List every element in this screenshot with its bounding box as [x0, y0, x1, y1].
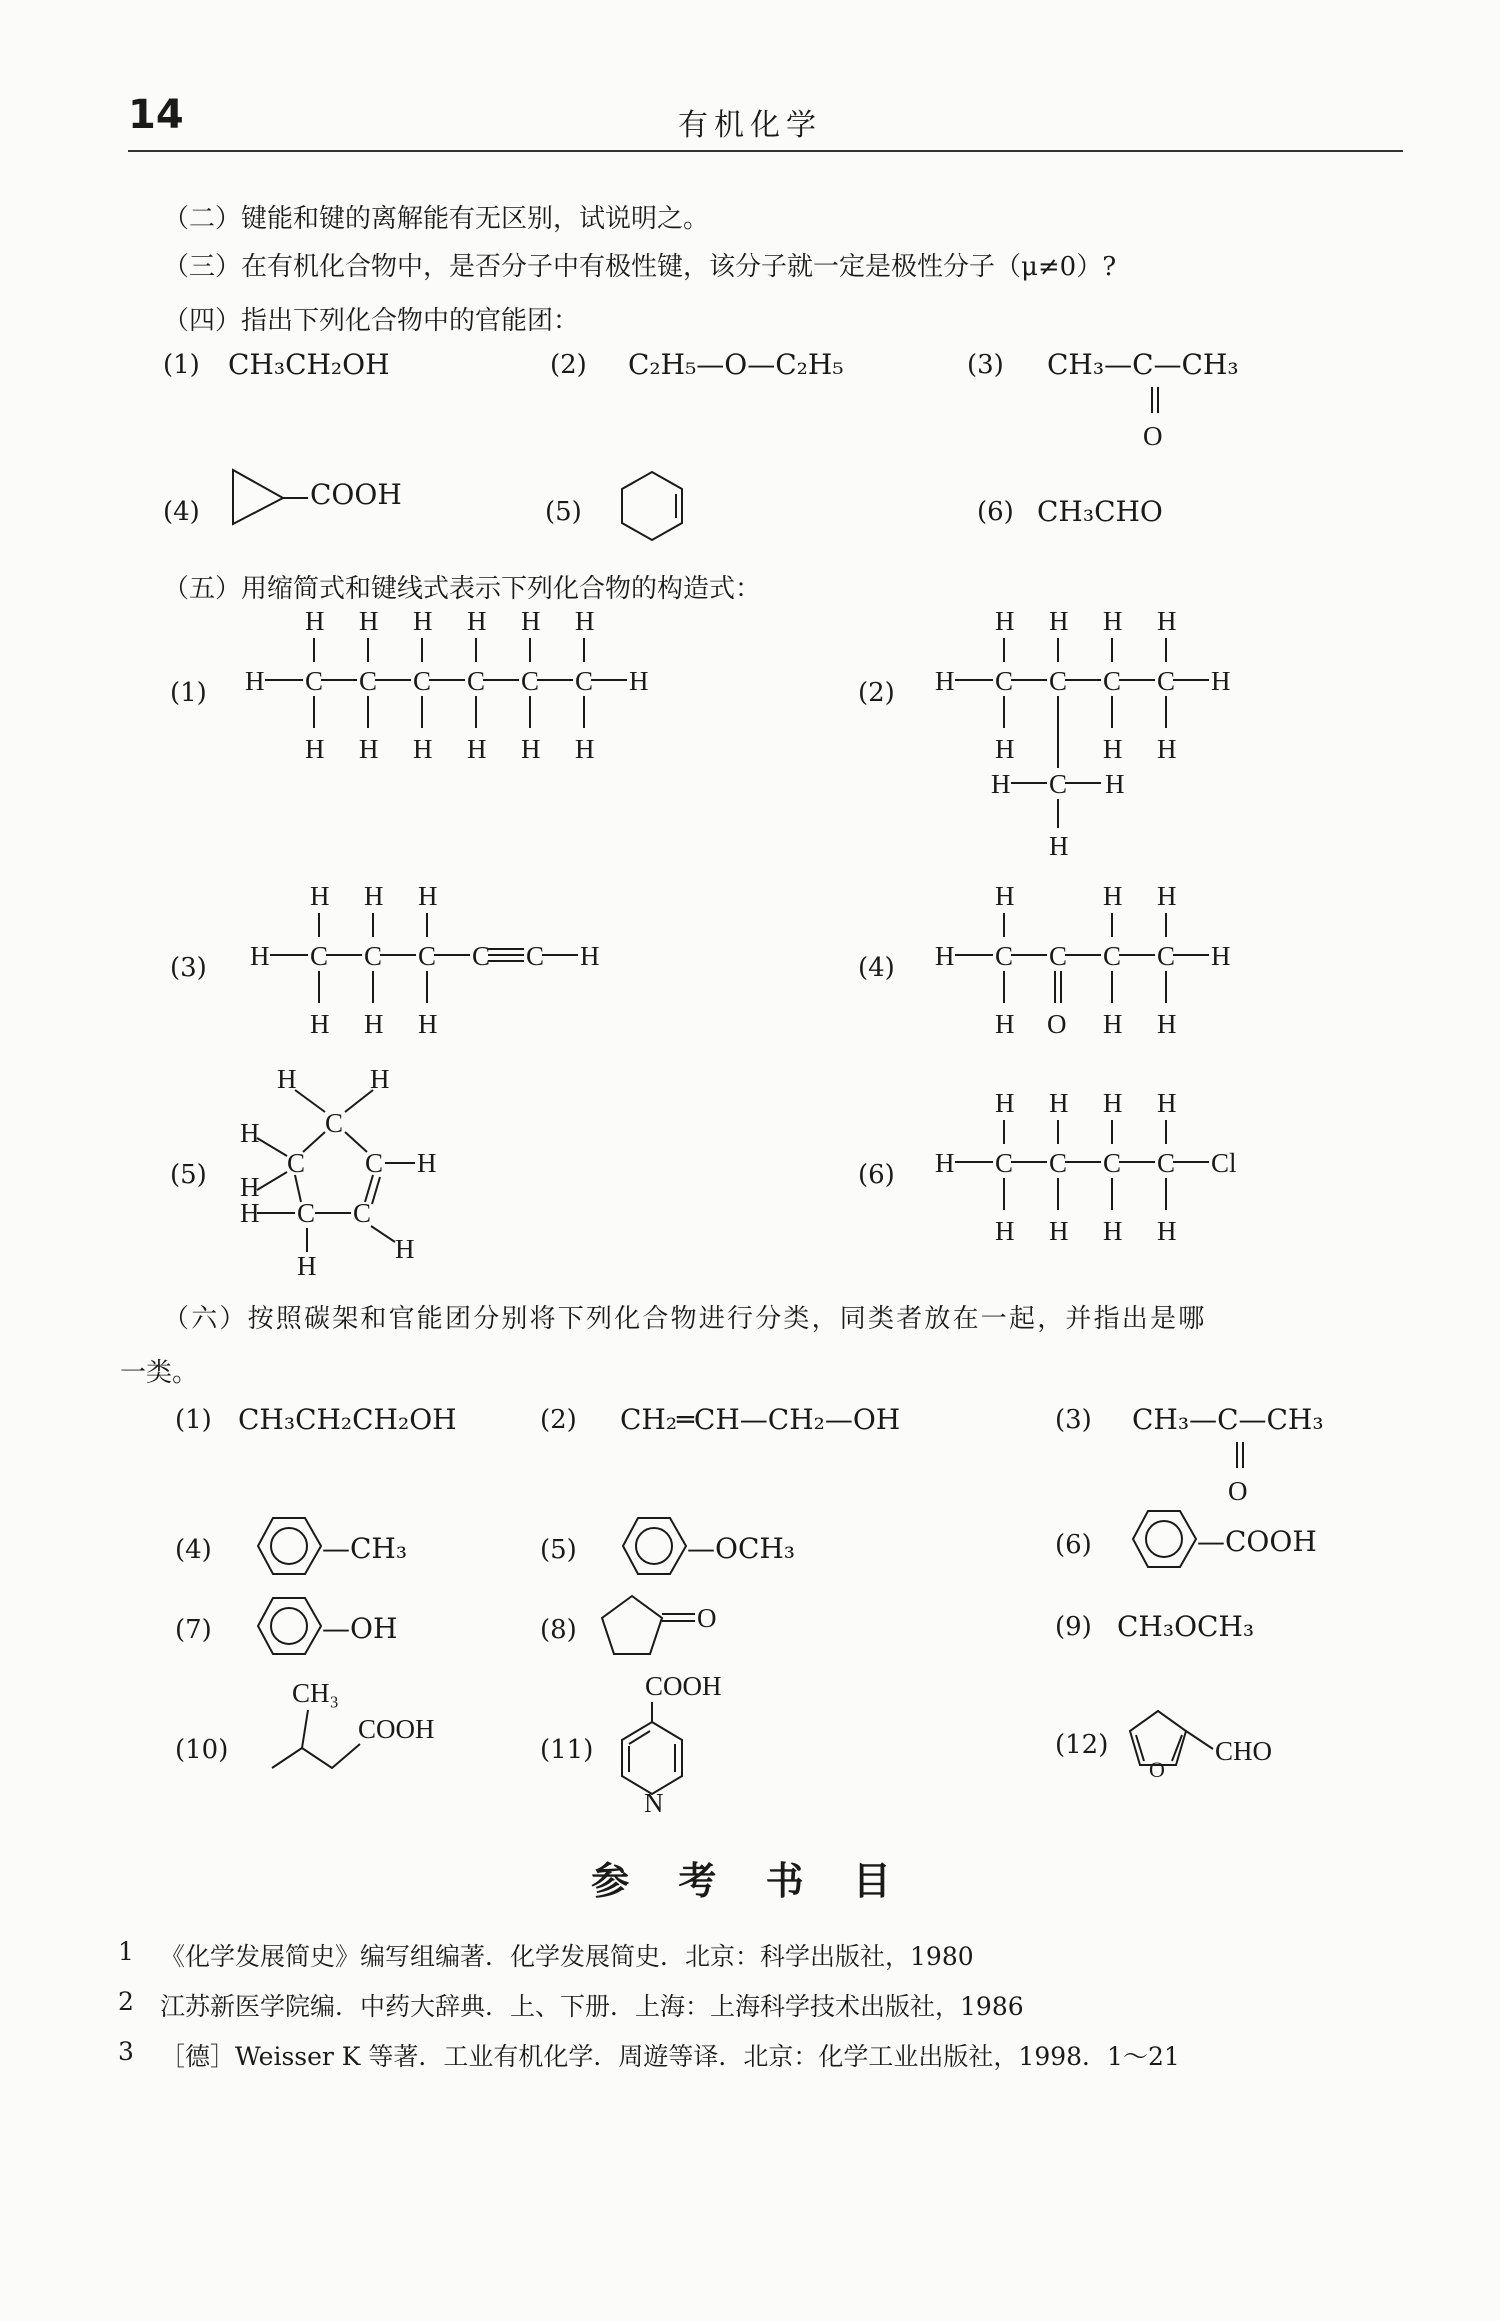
svg-text:C: C [297, 1198, 316, 1228]
q5-item-2-structure [935, 606, 1255, 870]
svg-text:H: H [521, 606, 541, 636]
reference-1-number: 1 [118, 1937, 134, 1966]
svg-text:H: H [995, 1088, 1015, 1118]
svg-text:H: H [1157, 1009, 1177, 1039]
svg-text:C: C [364, 941, 383, 971]
q6-item-1-formula: CH₃CH₂CH₂OH [238, 1403, 457, 1436]
q6-item-4-benzene-ring [255, 1512, 325, 1584]
q5-item-2-label: (2) [858, 678, 895, 708]
svg-text:H: H [1103, 734, 1123, 764]
q5-item-4-structure [935, 881, 1255, 1045]
q6-item-3-oxygen: O [1228, 1476, 1248, 1506]
q6-item-1-label: (1) [175, 1405, 212, 1435]
q6-item-11-cooh: COOH [645, 1671, 722, 1701]
q6-item-6-benzene-ring [1130, 1505, 1200, 1577]
q5-item-4-label: (4) [858, 953, 895, 983]
svg-text:H: H [935, 941, 955, 971]
svg-text:C: C [325, 1108, 344, 1138]
svg-text:H: H [1211, 941, 1231, 971]
svg-text:H: H [310, 881, 330, 911]
svg-text:H: H [1049, 831, 1069, 861]
question-4-prompt: （四）指出下列化合物中的官能团： [163, 306, 580, 336]
svg-text:H: H [995, 606, 1015, 636]
svg-text:H: H [467, 606, 487, 636]
q4-item-1-formula: CH₃CH₂OH [228, 348, 390, 381]
q6-item-12-label: (12) [1055, 1730, 1109, 1760]
q6-item-4-label: (4) [175, 1535, 212, 1565]
q4-item-3-formula: CH₃—C—CH₃ [1047, 348, 1239, 381]
svg-text:H: H [1157, 606, 1177, 636]
svg-text:H: H [245, 666, 265, 696]
svg-text:H: H [250, 941, 270, 971]
svg-text:C: C [359, 666, 378, 696]
svg-text:C: C [995, 941, 1014, 971]
svg-text:H: H [995, 1009, 1015, 1039]
q4-item-3-oxygen: O [1143, 421, 1163, 451]
svg-text:H: H [575, 606, 595, 636]
reference-2-number: 2 [118, 1987, 134, 2016]
svg-text:C: C [1049, 769, 1068, 799]
q6-item-8-label: (8) [540, 1615, 577, 1645]
q5-item-5-label: (5) [170, 1160, 207, 1190]
svg-text:H: H [364, 881, 384, 911]
q6-item-6-label: (6) [1055, 1530, 1092, 1560]
reference-3-number: 3 [118, 2037, 134, 2066]
svg-text:H: H [1157, 734, 1177, 764]
svg-text:H: H [359, 606, 379, 636]
reference-1-text: 《化学发展简史》编写组编著．化学发展简史．北京：科学出版社，1980 [160, 1942, 974, 1971]
svg-text:H: H [418, 881, 438, 911]
svg-text:H: H [575, 734, 595, 764]
q4-item-2-formula: C₂H₅—O—C₂H₅ [628, 348, 844, 381]
q6-item-12-cho: CHO [1215, 1736, 1273, 1766]
svg-text:C: C [353, 1198, 372, 1228]
svg-text:H: H [297, 1251, 317, 1281]
svg-text:H: H [1157, 1216, 1177, 1246]
q6-item-11-label: (11) [540, 1735, 594, 1765]
svg-text:H: H [1103, 1216, 1123, 1246]
svg-text:H: H [240, 1198, 260, 1228]
q6-item-8-cyclopentanone [600, 1590, 730, 1670]
q4-item-6-formula: CH₃CHO [1037, 495, 1163, 528]
q4-item-4-formula: COOH [310, 478, 402, 511]
svg-text:C: C [1103, 1148, 1122, 1178]
q6-item-7-label: (7) [175, 1615, 212, 1645]
svg-text:H: H [417, 1148, 437, 1178]
svg-text:C: C [310, 941, 329, 971]
svg-text:C: C [467, 666, 486, 696]
svg-text:H: H [413, 606, 433, 636]
q6-item-3-label: (3) [1055, 1405, 1092, 1435]
q6-item-10-methyl: CH₃ [292, 1678, 339, 1708]
svg-text:H: H [1103, 1088, 1123, 1118]
svg-text:H: H [240, 1118, 260, 1148]
q6-item-8-oxygen: O [697, 1603, 717, 1633]
svg-text:H: H [629, 666, 649, 696]
svg-text:H: H [935, 666, 955, 696]
q5-item-5-structure [235, 1060, 455, 1290]
svg-text:H: H [580, 941, 600, 971]
q6-item-5-benzene-ring [620, 1512, 690, 1584]
question-6-prompt-line2: 一类。 [120, 1358, 199, 1388]
svg-text:H: H [995, 1216, 1015, 1246]
q5-item-6-structure [935, 1088, 1255, 1252]
q4-item-3-carbonyl [1140, 385, 1170, 455]
q4-item-2-label: (2) [550, 350, 587, 380]
q6-item-7-benzene-ring [255, 1592, 325, 1664]
svg-text:C: C [1157, 941, 1176, 971]
q6-item-4-formula: —CH₃ [322, 1532, 408, 1565]
q6-item-7-formula: —OH [322, 1612, 398, 1645]
q6-item-3-formula: CH₃—C—CH₃ [1132, 1403, 1324, 1436]
svg-text:H: H [467, 734, 487, 764]
svg-text:H: H [521, 734, 541, 764]
q6-item-12-furfural [1128, 1705, 1308, 1785]
references-heading: 参 考 书 目 [591, 1858, 909, 1903]
svg-text:H: H [418, 1009, 438, 1039]
svg-text:C: C [526, 941, 545, 971]
svg-text:H: H [310, 1009, 330, 1039]
svg-text:H: H [395, 1234, 415, 1264]
svg-text:H: H [991, 769, 1011, 799]
q6-item-9-formula: CH₃OCH₃ [1117, 1610, 1255, 1643]
svg-text:H: H [1049, 606, 1069, 636]
svg-text:H: H [364, 1009, 384, 1039]
q6-item-2-label: (2) [540, 1405, 577, 1435]
svg-text:H: H [1103, 881, 1123, 911]
q6-item-6-formula: —COOH [1197, 1525, 1317, 1558]
question-6-prompt-line1: （六）按照碳架和官能团分别将下列化合物进行分类，同类者放在一起，并指出是哪 [163, 1304, 1207, 1334]
svg-text:H: H [995, 881, 1015, 911]
svg-text:C: C [575, 666, 594, 696]
svg-text:C: C [1103, 941, 1122, 971]
svg-text:H: H [1103, 1009, 1123, 1039]
q6-item-10-label: (10) [175, 1735, 229, 1765]
q6-item-5-label: (5) [540, 1535, 577, 1565]
svg-text:H: H [935, 1148, 955, 1178]
reference-3-text: ［德］Weisser K 等著．工业有机化学．周遊等译．北京：化学工业出版社，1998．1～21 [160, 2042, 1180, 2071]
svg-text:H: H [1157, 881, 1177, 911]
q4-item-6-label: (6) [977, 497, 1014, 527]
q6-item-11-nitrogen: N [644, 1788, 664, 1818]
svg-text:H: H [1211, 666, 1231, 696]
svg-text:H: H [277, 1064, 297, 1094]
svg-text:H: H [413, 734, 433, 764]
svg-text:C: C [287, 1148, 306, 1178]
svg-text:C: C [1049, 941, 1068, 971]
header-rule [128, 150, 1403, 152]
question-2: （二）键能和键的离解能有无区别，试说明之。 [163, 204, 710, 234]
svg-text:C: C [1103, 666, 1122, 696]
svg-text:C: C [995, 1148, 1014, 1178]
svg-text:C: C [413, 666, 432, 696]
q6-item-9-label: (9) [1055, 1612, 1092, 1642]
q4-item-4-cyclopropane [228, 468, 318, 528]
svg-text:C: C [472, 941, 491, 971]
q6-item-12-oxygen: O [1149, 1757, 1165, 1782]
q4-item-1-label: (1) [163, 350, 200, 380]
svg-text:H: H [359, 734, 379, 764]
svg-text:H: H [305, 606, 325, 636]
svg-text:H: H [1103, 606, 1123, 636]
svg-text:C: C [521, 666, 540, 696]
svg-text:H: H [1105, 769, 1125, 799]
q6-item-11-isonicotinic [620, 1670, 750, 1820]
hexane-atoms [245, 606, 649, 764]
q5-item-6-label: (6) [858, 1160, 895, 1190]
running-title: 有机化学 [678, 108, 822, 143]
svg-text:C: C [305, 666, 324, 696]
svg-text:H: H [995, 734, 1015, 764]
q4-item-5-label: (5) [545, 497, 582, 527]
q4-item-4-label: (4) [163, 497, 200, 527]
svg-text:H: H [305, 734, 325, 764]
svg-text:C: C [418, 941, 437, 971]
svg-text:H: H [1049, 1088, 1069, 1118]
q4-item-5-cyclohexene [620, 470, 690, 545]
svg-text:H: H [1157, 1088, 1177, 1118]
page-number: 14 [128, 92, 184, 138]
q6-item-10-cooh: COOH [358, 1714, 435, 1744]
question-5-prompt: （五）用缩简式和键线式表示下列化合物的构造式： [163, 574, 762, 604]
q5-item-3-label: (3) [170, 953, 207, 983]
q6-item-3-carbonyl [1225, 1440, 1255, 1510]
q6-item-2-formula: CH₂═CH—CH₂—OH [620, 1403, 901, 1436]
svg-text:H: H [1049, 1216, 1069, 1246]
svg-text:H: H [240, 1172, 260, 1202]
q5-item-3-structure [250, 881, 620, 1045]
q6-item-5-formula: —OCH₃ [687, 1532, 796, 1565]
svg-text:C: C [365, 1148, 384, 1178]
svg-text:C: C [1157, 666, 1176, 696]
svg-text:H: H [370, 1064, 390, 1094]
reference-2-text: 江苏新医学院编．中药大辞典．上、下册．上海：上海科学技术出版社，1986 [160, 1992, 1024, 2021]
svg-text:Cl: Cl [1211, 1148, 1237, 1178]
svg-text:O: O [1047, 1009, 1067, 1039]
q6-item-10-skeletal [270, 1680, 460, 1780]
question-3: （三）在有机化合物中，是否分子中有极性键，该分子就一定是极性分子（μ≠0）? [163, 252, 1117, 282]
svg-text:C: C [1049, 666, 1068, 696]
svg-text:C: C [1049, 1148, 1068, 1178]
q4-item-3-label: (3) [967, 350, 1004, 380]
svg-text:C: C [995, 666, 1014, 696]
svg-text:C: C [1157, 1148, 1176, 1178]
q5-item-1-label: (1) [170, 678, 207, 708]
q5-item-1-structure [245, 606, 665, 770]
